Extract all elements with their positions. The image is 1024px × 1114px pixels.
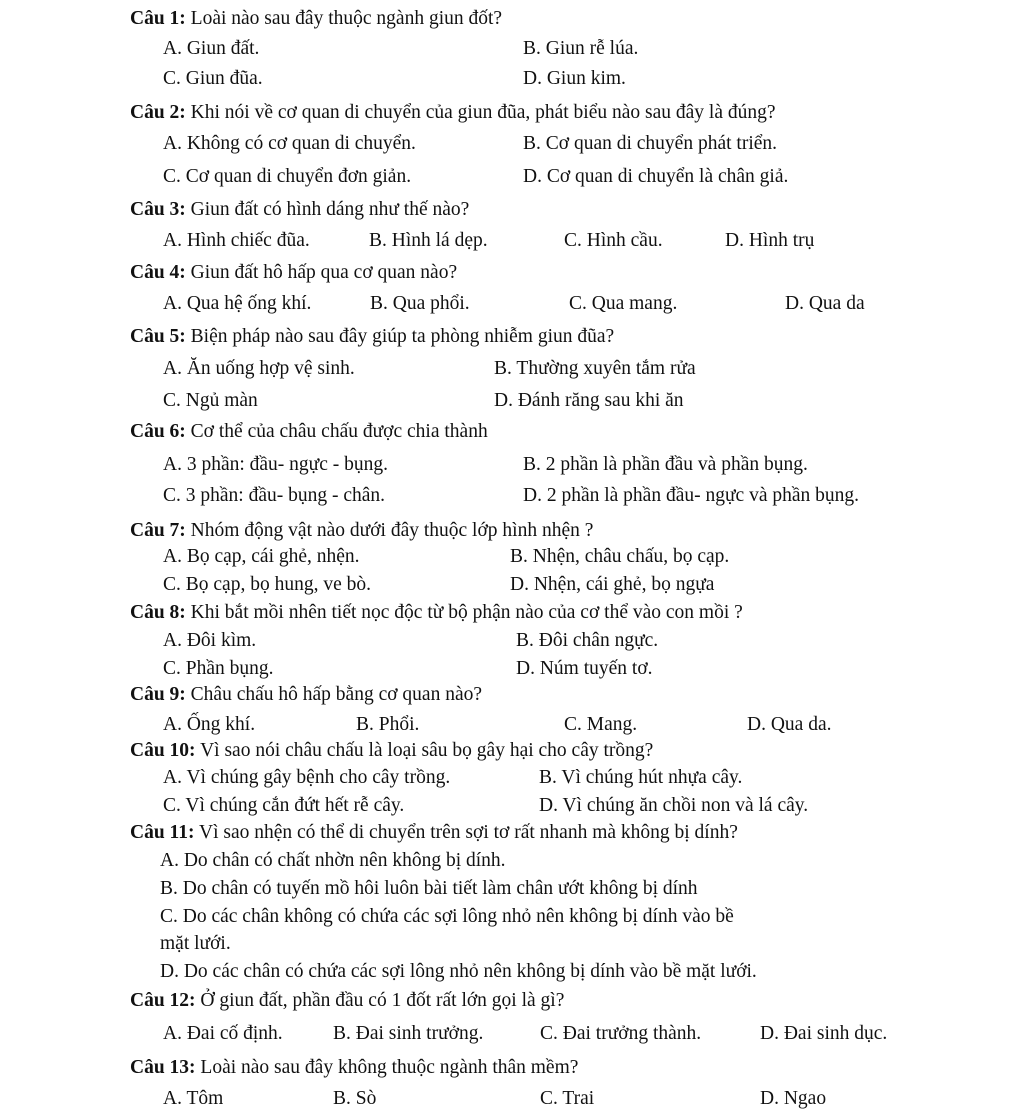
option-c: C. Bọ cạp, bọ hung, ve bò. — [163, 574, 371, 595]
option-b: B. Giun rễ lúa. — [523, 38, 639, 59]
option-d: D. Nhện, cái ghẻ, bọ ngựa — [510, 574, 715, 595]
option-b: B. Qua phổi. — [370, 293, 470, 314]
option-b: B. Đai sinh trưởng. — [333, 1023, 484, 1044]
options-row — [0, 874, 1024, 904]
question-text: Vì sao nói châu chấu là loại sâu bọ gây hại cho cây trồng? — [195, 740, 654, 761]
option-a: A. Đôi kìm. — [163, 630, 257, 651]
question-2 — [0, 98, 1024, 128]
question-text: Vì sao nhện có thể di chuyển trên sợi tơ rất nhanh mà không bị dính? — [194, 822, 738, 843]
option-a: A. Do chân có chất nhờn nên không bị dính. — [160, 850, 506, 871]
question-text: Châu chấu hô hấp bằng cơ quan nào? — [185, 684, 483, 705]
question-label: Câu 4: — [130, 262, 186, 283]
question-label: Câu 5: — [130, 326, 186, 347]
question-label: Câu 10: — [130, 740, 196, 761]
option-b: B. Cơ quan di chuyển phát triển. — [523, 133, 778, 154]
option-c: C. Trai — [540, 1088, 595, 1109]
question-label: Câu 13: — [130, 1057, 196, 1078]
option-d: D. 2 phần là phần đầu- ngực và phần bụng. — [523, 485, 860, 506]
question-4 — [0, 258, 1024, 288]
question-9 — [0, 680, 1024, 710]
option-b: B. Phổi. — [356, 714, 420, 735]
question-5 — [0, 322, 1024, 352]
option-a: A. Giun đất. — [163, 38, 260, 59]
question-text: Ở giun đất, phần đầu có 1 đốt rất lớn gọi là gì? — [195, 990, 565, 1011]
options-row — [0, 570, 1024, 600]
options-row — [0, 791, 1024, 821]
options-row — [0, 481, 1024, 511]
options-row — [0, 64, 1024, 94]
option-b: B. Thường xuyên tắm rửa — [494, 358, 696, 379]
question-label: Câu 9: — [130, 684, 186, 705]
question-label: Câu 12: — [130, 990, 196, 1011]
question-text: Giun đất có hình dáng như thế nào? — [185, 199, 470, 220]
option-c: C. Hình cầu. — [564, 230, 663, 251]
option-c: C. Qua mang. — [569, 293, 678, 314]
question-label: Câu 11: — [130, 822, 195, 843]
question-1 — [0, 4, 1024, 34]
question-text: Khi nói về cơ quan di chuyển của giun đũa, phát biểu nào sau đây là đúng? — [185, 102, 776, 123]
question-text: Biện pháp nào sau đây giúp ta phòng nhiễm giun đũa? — [185, 326, 615, 347]
question-11 — [0, 818, 1024, 848]
option-b: B. 2 phần là phần đầu và phần bụng. — [523, 454, 808, 475]
option-a: A. Ăn uống hợp vệ sinh. — [163, 358, 355, 379]
options-row — [0, 542, 1024, 572]
option-c: C. Phần bụng. — [163, 658, 274, 679]
option-a: A. Đai cố định. — [163, 1023, 283, 1044]
options-row — [0, 289, 1024, 319]
option-a: A. Ống khí. — [163, 714, 256, 735]
option-a: A. 3 phần: đầu- ngực - bụng. — [163, 454, 389, 475]
question-text: Loài nào sau đây không thuộc ngành thân mềm? — [195, 1057, 579, 1078]
question-text: Loài nào sau đây thuộc ngành giun đốt? — [185, 8, 503, 29]
option-b: B. Nhện, châu chấu, bọ cạp. — [510, 546, 730, 567]
option-d: D. Núm tuyến tơ. — [516, 658, 653, 679]
option-c: C. Giun đũa. — [163, 68, 263, 89]
question-text: Nhóm động vật nào dưới đây thuộc lớp hình nhện ? — [185, 520, 594, 541]
option-a: A. Bọ cạp, cái ghẻ, nhện. — [163, 546, 360, 567]
option-d: D. Ngao — [760, 1088, 827, 1109]
option-b: B. Vì chúng hút nhựa cây. — [539, 767, 743, 788]
options-row — [0, 626, 1024, 656]
question-text: Khi bắt mồi nhên tiết nọc độc từ bộ phận nào của cơ thể vào con mồi ? — [185, 602, 743, 623]
question-label: Câu 6: — [130, 421, 186, 442]
options-row — [0, 902, 1024, 932]
option-d: D. Qua da — [785, 293, 865, 314]
options-row — [0, 763, 1024, 793]
option-c: C. Do các chân không có chứa các sợi lông nhỏ nên không bị dính vào bề — [160, 906, 734, 927]
options-row — [0, 129, 1024, 159]
option-d: D. Hình trụ — [725, 230, 815, 251]
option-d: D. Đánh răng sau khi ăn — [494, 390, 684, 411]
option-b: B. Hình lá dẹp. — [369, 230, 488, 251]
options-row — [0, 957, 1024, 987]
question-text: Giun đất hô hấp qua cơ quan nào? — [185, 262, 458, 283]
option-c: C. 3 phần: đầu- bụng - chân. — [163, 485, 386, 506]
option-b: B. Sò — [333, 1088, 377, 1109]
option-a: A. Không có cơ quan di chuyển. — [163, 133, 416, 154]
options-row — [0, 354, 1024, 384]
options-row — [0, 386, 1024, 416]
option-c: C. Vì chúng cắn đứt hết rễ cây. — [163, 795, 405, 816]
option-c: C. Mang. — [564, 714, 638, 735]
option-c: C. Đai trưởng thành. — [540, 1023, 702, 1044]
option-b: B. Đôi chân ngực. — [516, 630, 659, 651]
question-label: Câu 2: — [130, 102, 186, 123]
option-c-continued: mặt lưới. — [160, 933, 231, 954]
question-label: Câu 3: — [130, 199, 186, 220]
options-row — [0, 1019, 1024, 1049]
option-d: D. Vì chúng ăn chồi non và lá cây. — [539, 795, 809, 816]
option-a: A. Hình chiếc đũa. — [163, 230, 310, 251]
question-text: Cơ thể của châu chấu được chia thành — [185, 421, 488, 442]
option-a: A. Tôm — [163, 1088, 224, 1109]
option-a: A. Qua hệ ống khí. — [163, 293, 312, 314]
option-d: D. Đai sinh dục. — [760, 1023, 888, 1044]
option-a: A. Vì chúng gây bệnh cho cây trồng. — [163, 767, 451, 788]
question-13 — [0, 1053, 1024, 1083]
options-row — [0, 929, 1024, 959]
question-6 — [0, 417, 1024, 447]
question-8 — [0, 598, 1024, 628]
option-d: D. Qua da. — [747, 714, 832, 735]
options-row — [0, 162, 1024, 192]
option-d: D. Giun kim. — [523, 68, 626, 89]
option-c: C. Ngủ màn — [163, 390, 258, 411]
options-row — [0, 1084, 1024, 1114]
option-d: D. Cơ quan di chuyển là chân giả. — [523, 166, 789, 187]
question-12 — [0, 986, 1024, 1016]
option-c: C. Cơ quan di chuyển đơn giản. — [163, 166, 412, 187]
options-row — [0, 34, 1024, 64]
question-label: Câu 8: — [130, 602, 186, 623]
question-label: Câu 1: — [130, 8, 186, 29]
options-row — [0, 450, 1024, 480]
question-label: Câu 7: — [130, 520, 186, 541]
option-d: D. Do các chân có chứa các sợi lông nhỏ nên không bị dính vào bề mặt lưới. — [160, 961, 757, 982]
question-10 — [0, 736, 1024, 766]
options-row — [0, 846, 1024, 876]
options-row — [0, 226, 1024, 256]
question-3 — [0, 195, 1024, 225]
option-b: B. Do chân có tuyến mồ hôi luôn bài tiết làm chân ướt không bị dính — [160, 878, 698, 899]
